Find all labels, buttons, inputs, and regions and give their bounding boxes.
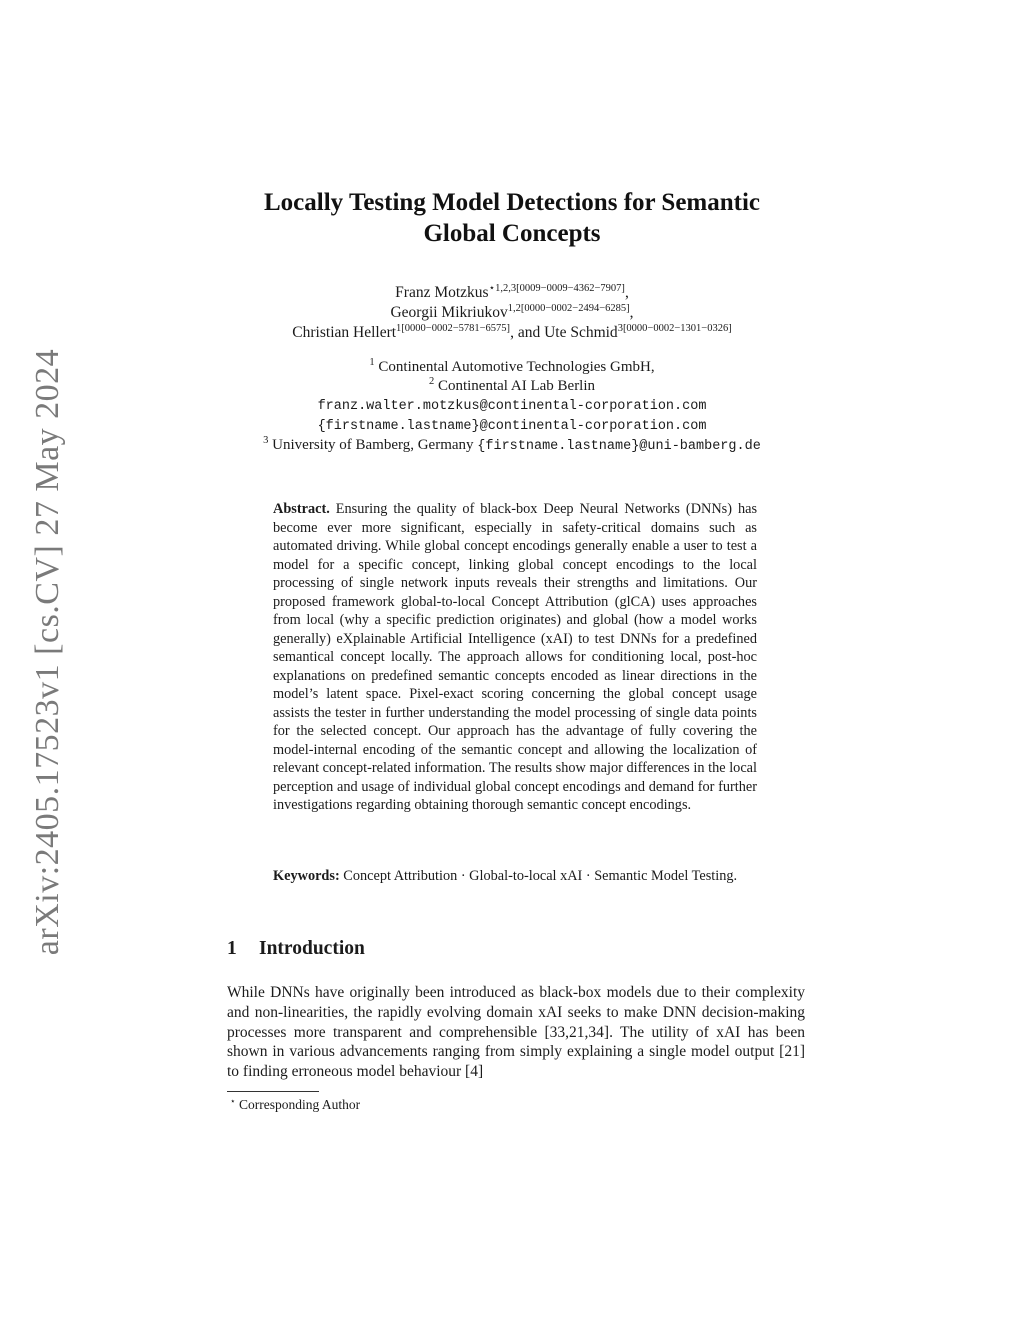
affiliation-text: Continental Automotive Technologies GmbH, — [378, 359, 655, 375]
author-line-3 — [0, 323, 1024, 343]
affiliation-2 — [0, 377, 1024, 396]
affiliation-number: 3 — [263, 435, 269, 446]
email-address: {firstname.lastname}@uni-bamberg.de — [477, 439, 761, 454]
author-separator: , — [624, 284, 629, 301]
keywords — [273, 867, 757, 886]
affiliation-number: 1 — [369, 357, 375, 368]
abstract — [273, 500, 757, 815]
footnote-divider — [227, 1091, 319, 1092]
section-heading — [227, 937, 365, 961]
email-line-2 — [0, 416, 1024, 436]
section-title: Introduction — [259, 938, 365, 959]
abstract-label: Abstract. — [273, 501, 330, 517]
author-affiliation-orcid: 1,2[0000−0002−2494−6285] — [507, 303, 630, 314]
introduction-paragraph: While DNNs have originally been introduced as black-box models due to their complexity and non-linearities, the rapidly evolving domain xAI seeks to make DNN decision-making processes more transparent and comprehensible [33,21,34]. The utility of xAI has been shown in various advancements ranging from simply explaining a single model output [21] to finding erroneous model behaviour [4] — [227, 984, 805, 1081]
affiliation-text: University of Bamberg, Germany — [272, 437, 474, 453]
affiliations — [0, 358, 1024, 456]
paper-title — [0, 187, 1024, 249]
section-number: 1 — [227, 938, 237, 959]
affiliation-3 — [0, 436, 1024, 456]
author-line-2 — [0, 303, 1024, 323]
email-address: franz.walter.motzkus@continental-corporation.com — [317, 399, 707, 414]
author-name: Christian Hellert — [292, 324, 397, 341]
email-address: {firstname.lastname}@continental-corporation.com — [317, 419, 707, 434]
keywords-label: Keywords: — [273, 868, 340, 884]
footnote — [230, 1096, 360, 1113]
author-name: Franz Motzkus — [395, 284, 489, 301]
arxiv-identifier-stamp: arXiv:2405.17523v1 [cs.CV] 27 May 2024 — [29, 348, 66, 956]
title-line-2: Global Concepts — [423, 220, 601, 247]
author-name: Georgii Mikriukov — [390, 304, 508, 321]
affiliation-text: Continental AI Lab Berlin — [437, 378, 596, 394]
author-list — [0, 283, 1024, 343]
author-separator: , and Ute Schmid — [510, 324, 618, 341]
footnote-text: Corresponding Author — [239, 1097, 361, 1112]
keywords-text: Concept Attribution · Global-to-local xAI · Semantic Model Testing. — [343, 868, 738, 884]
affiliation-number: 2 — [428, 376, 435, 387]
abstract-text: Ensuring the quality of black-box Deep Neural Networks (DNNs) has become ever more significant, especially in safety-critical domains such as automated driving. While global concept encodings generally enable a user to test a model for a specific concept, linking global concept encodings to the local processing of single network inputs reveals their strengths and limitations. Our proposed framework global-to-local Concept Attribution (glCA) uses approaches from local (why a specific prediction originates) and global (how a model works generally) eXplainable Artificial Intelligence (xAI) to test DNNs for a predefined semantical concept locally. The approach allows for conditioning local, post-hoc explanations on predefined semantic concepts encoded as linear directions in the model’s latent space. Pixel-exact scoring concerning the global concept usage assists the tester in further understanding the model processing of single data points for the selected concept. Our approach has the advantage of fully covering the model-internal encoding of the semantic concept and allowing the localization of relevant concept-related information. The results show major differences in the local perception and usage of individual global concept encodings and demand for further investigations regarding obtaining thorough semantic concept encodings. — [273, 501, 758, 813]
author-line-1 — [0, 283, 1024, 303]
author-separator: , — [629, 304, 634, 321]
author-affiliation-orcid: ⋆1,2,3[0009−0009−4362−7907] — [488, 283, 625, 294]
author-affiliation-orcid: 1[0000−0002−5781−6575] — [396, 323, 511, 334]
title-line-1: Locally Testing Model Detections for Semantic — [263, 189, 761, 216]
author-affiliation-orcid: 3[0000−0002−1301−0326] — [617, 323, 732, 334]
footnote-mark: ⋆ — [230, 1096, 236, 1106]
affiliation-1 — [0, 358, 1024, 377]
email-line-1 — [0, 396, 1024, 416]
